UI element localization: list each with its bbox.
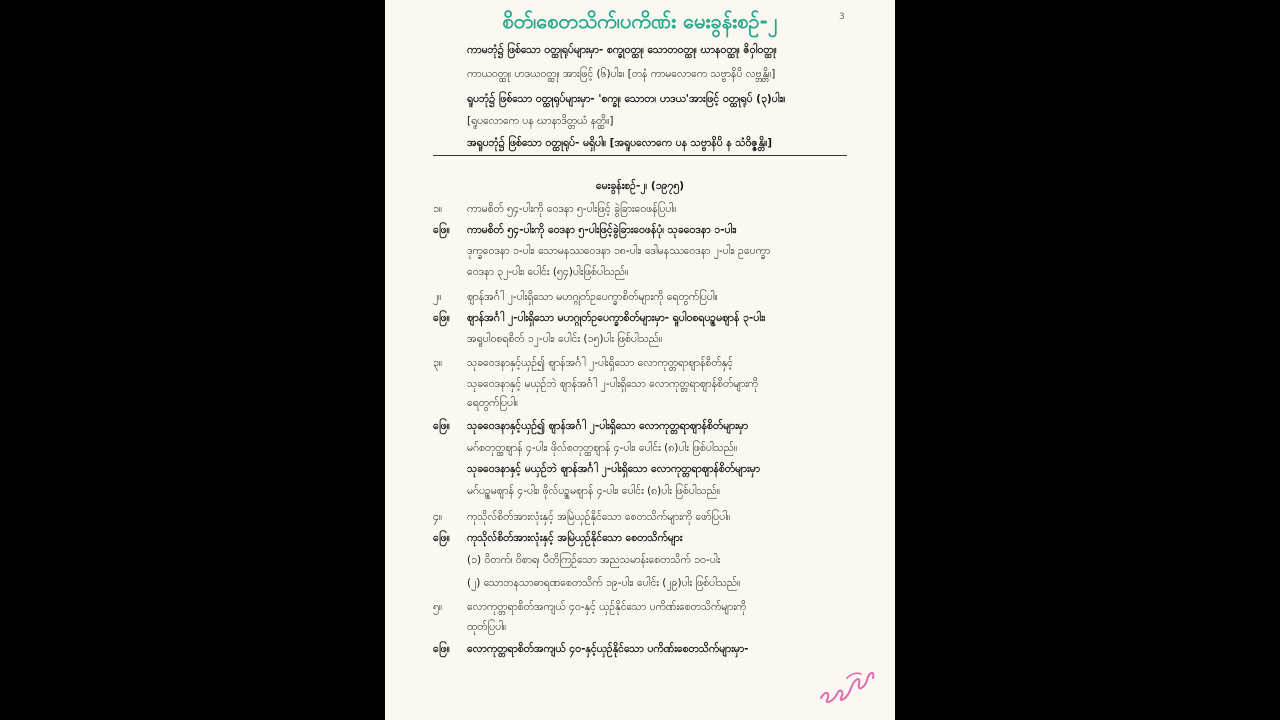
question-text: ထုတ်ပြပါ။: [467, 621, 507, 633]
answer-text: ဝေဒနာ ၃၂-ပါး၊ ပေါင်း (၅၄)ပါးဖြစ်ပါသည်။: [467, 266, 629, 278]
document-page: [385, 0, 895, 720]
answer-text: သုခဝေဒနာနှင့် မယှဉ်ဘဲ ဈာန်အင်္ဂါ ၂-ပါးရှိသော လောကုတ္တရာဈာန်စိတ်များမှာ: [467, 463, 760, 475]
intro-line: ကာယဝတ္ထု၊ ဟဒယဝတ္ထု၊ အားဖြင့် (၆)ပါး။ [တနံ ကာမလောကေ သဗ္ဗာနိပိ လဗ္ဘန္တိ။]: [467, 68, 776, 80]
section-heading: မေးခွန်းစဉ်-၂၊ (၁၉၇၅): [595, 180, 685, 192]
answer-marker: ဖြေ။: [433, 643, 450, 655]
answer-marker: ဖြေ။: [433, 420, 450, 432]
answer-text: အရူပါဝစရစိတ် ၁၂-ပါး၊ ပေါင်း (၁၅)ပါး ဖြစ်ပါသည်။: [467, 333, 663, 345]
answer-text: (၂) သောဘနသာဓာရဏစေတသိက် ၁၉-ပါး၊ ပေါင်း (၂၉)ပါး ဖြစ်ပါသည်။: [467, 577, 741, 589]
question-marker: ၂။: [433, 291, 442, 303]
question-text: ကာမစိတ် ၅၄-ပါးကို ဝေဒနာ ၅-ပါးဖြင့် ခွဲခြားဝေဖန်ပြပါ။: [467, 203, 677, 215]
question-text: လောကုတ္တရာစိတ်အကျယ် ၄၀-နှင့် ယှဉ်နိုင်သော ပကိဏ်းစေတသိက်များကို: [467, 601, 747, 613]
answer-text: (၁) ဝိတက်၊ ဝိစာရ၊ ပီတိကြဉ်သော အညသမာန်းစေတသိက် ၁၀-ပါး: [467, 554, 721, 566]
page-number: 3: [839, 12, 845, 22]
answer-text: သုခဝေဒနာနှင့်ယှဉ်၍ ဈာန်အင်္ဂါ ၂-ပါးရှိသော လောကုတ္တရာဈာန်စိတ်များမှာ: [467, 420, 749, 432]
answer-text: ဒုက္ခဝေဒနာ ၁-ပါး၊ သောမနဿဝေဒနာ ၁၈-ပါး၊ ဒေါမနဿဝေဒနာ ၂-ပါး၊ ဥပေက္ခာ: [467, 245, 771, 257]
answer-marker: ဖြေ။: [433, 312, 450, 324]
question-text: သုခဝေဒနာနှင့် မယှဉ်ဘဲ ဈာန်အင်္ဂါ ၂-ပါးရှိသော လောကုတ္တရာဈာန်စိတ်များကို: [467, 378, 759, 390]
page-title: စိတ်၊စေတသိက်၊ပကိဏ်း မေးခွန်းစဉ်-၂: [502, 9, 778, 33]
answer-text: မဂ်ပဉ္စမဈာန် ၄-ပါး၊ ဖိုလ်ပဉ္စမဈာန် ၄-ပါး၊ ပေါင်း (၈)ပါး ဖြစ်ပါသည်။: [467, 485, 721, 497]
answer-text: လောကုတ္တရာစိတ်အကျယ် ၄၀-နှင့်ယှဉ်နိုင်သော ပကိဏ်းစေတသိက်များမှာ-: [467, 643, 749, 655]
question-text: ကုသိုလ်စိတ်အားလုံးနှင့် အမြဲယှဉ်နိုင်သော စေတသိက်များကို ဖော်ပြပါ။: [467, 511, 731, 523]
answer-marker: ဖြေ။: [433, 224, 450, 236]
intro-line: ရူပဘုံ၌ ဖြစ်သော ဝတ္ထုရုပ်များမှာ- 'စက္ခု၊ သောတ၊ ဟဒယ'အားဖြင့် ဝတ္ထုရုပ် (၃)ပါး။: [467, 93, 786, 105]
answer-text: ကုသိုလ်စိတ်အားလုံးနှင့် အမြဲယှဉ်နိုင်သော စေတသိက်များ: [467, 532, 683, 544]
answer-text: မဂ်စတုတ္ထဈာန် ၄-ပါး၊ ဖိုလ်စတုတ္ထဈာန် ၄-ပါး၊ ပေါင်း (၈)ပါး ဖြစ်ပါသည်။: [467, 442, 738, 454]
answer-text: ဈာန်အင်္ဂါ ၂-ပါးရှိသော မဟဂ္ဂုတ်ဥပေက္ခာစိတ်များမှာ- ရူပါဝစရပဉ္စမဈာန် ၃-ပါး၊: [467, 312, 766, 324]
question-text: ရေတွက်ပြပါ။: [467, 397, 518, 409]
question-marker: ၃။: [433, 357, 443, 369]
question-text: ဈာန်အင်္ဂါ ၂-ပါးရှိသော မဟဂ္ဂုတ်ဥပေက္ခာစိတ်များကို ရေတွက်ပြပါ။: [467, 291, 718, 303]
question-text: သုခဝေဒနာနှင့်ယှဉ်၍ ဈာန်အင်္ဂါ ၂-ပါးရှိသော လောကုတ္တရာဈာန်စိတ်နှင့်: [467, 357, 733, 369]
section-divider: [433, 155, 847, 156]
question-marker: ၄။: [433, 511, 443, 523]
question-marker: ၅။: [433, 601, 443, 613]
answer-text: ကာမစိတ် ၅၄-ပါးကို ဝေဒနာ ၅-ပါးဖြင့်ခွဲခြားဝေဖန်ပုံ၊ သုခဝေဒနာ ၁-ပါး၊: [467, 224, 737, 236]
intro-line: ကာမဘုံ၌ ဖြစ်သော ဝတ္ထုရုပ်များမှာ- စက္ခုဝတ္ထု၊ သောတဝတ္ထု၊ ဃာနဝတ္ထု၊ ဇိဝှါဝတ္ထု၊: [467, 44, 777, 56]
handwritten-signature: [817, 648, 879, 708]
answer-marker: ဖြေ။: [433, 532, 450, 544]
intro-line: အရူပဘုံ၌ ဖြစ်သော ဝတ္ထုရုပ်- မရှိပါ။ [အရူပလောကေ ပန သဗ္ဗာနိပိ န သံဝိဇ္ဇန္တိ။]: [467, 137, 773, 149]
intro-line: [ရူပလောကေ ပန ဃာနာဒိတ္တယံ နတ္ထိ။]: [467, 115, 614, 127]
question-marker: ၁။: [433, 203, 443, 215]
